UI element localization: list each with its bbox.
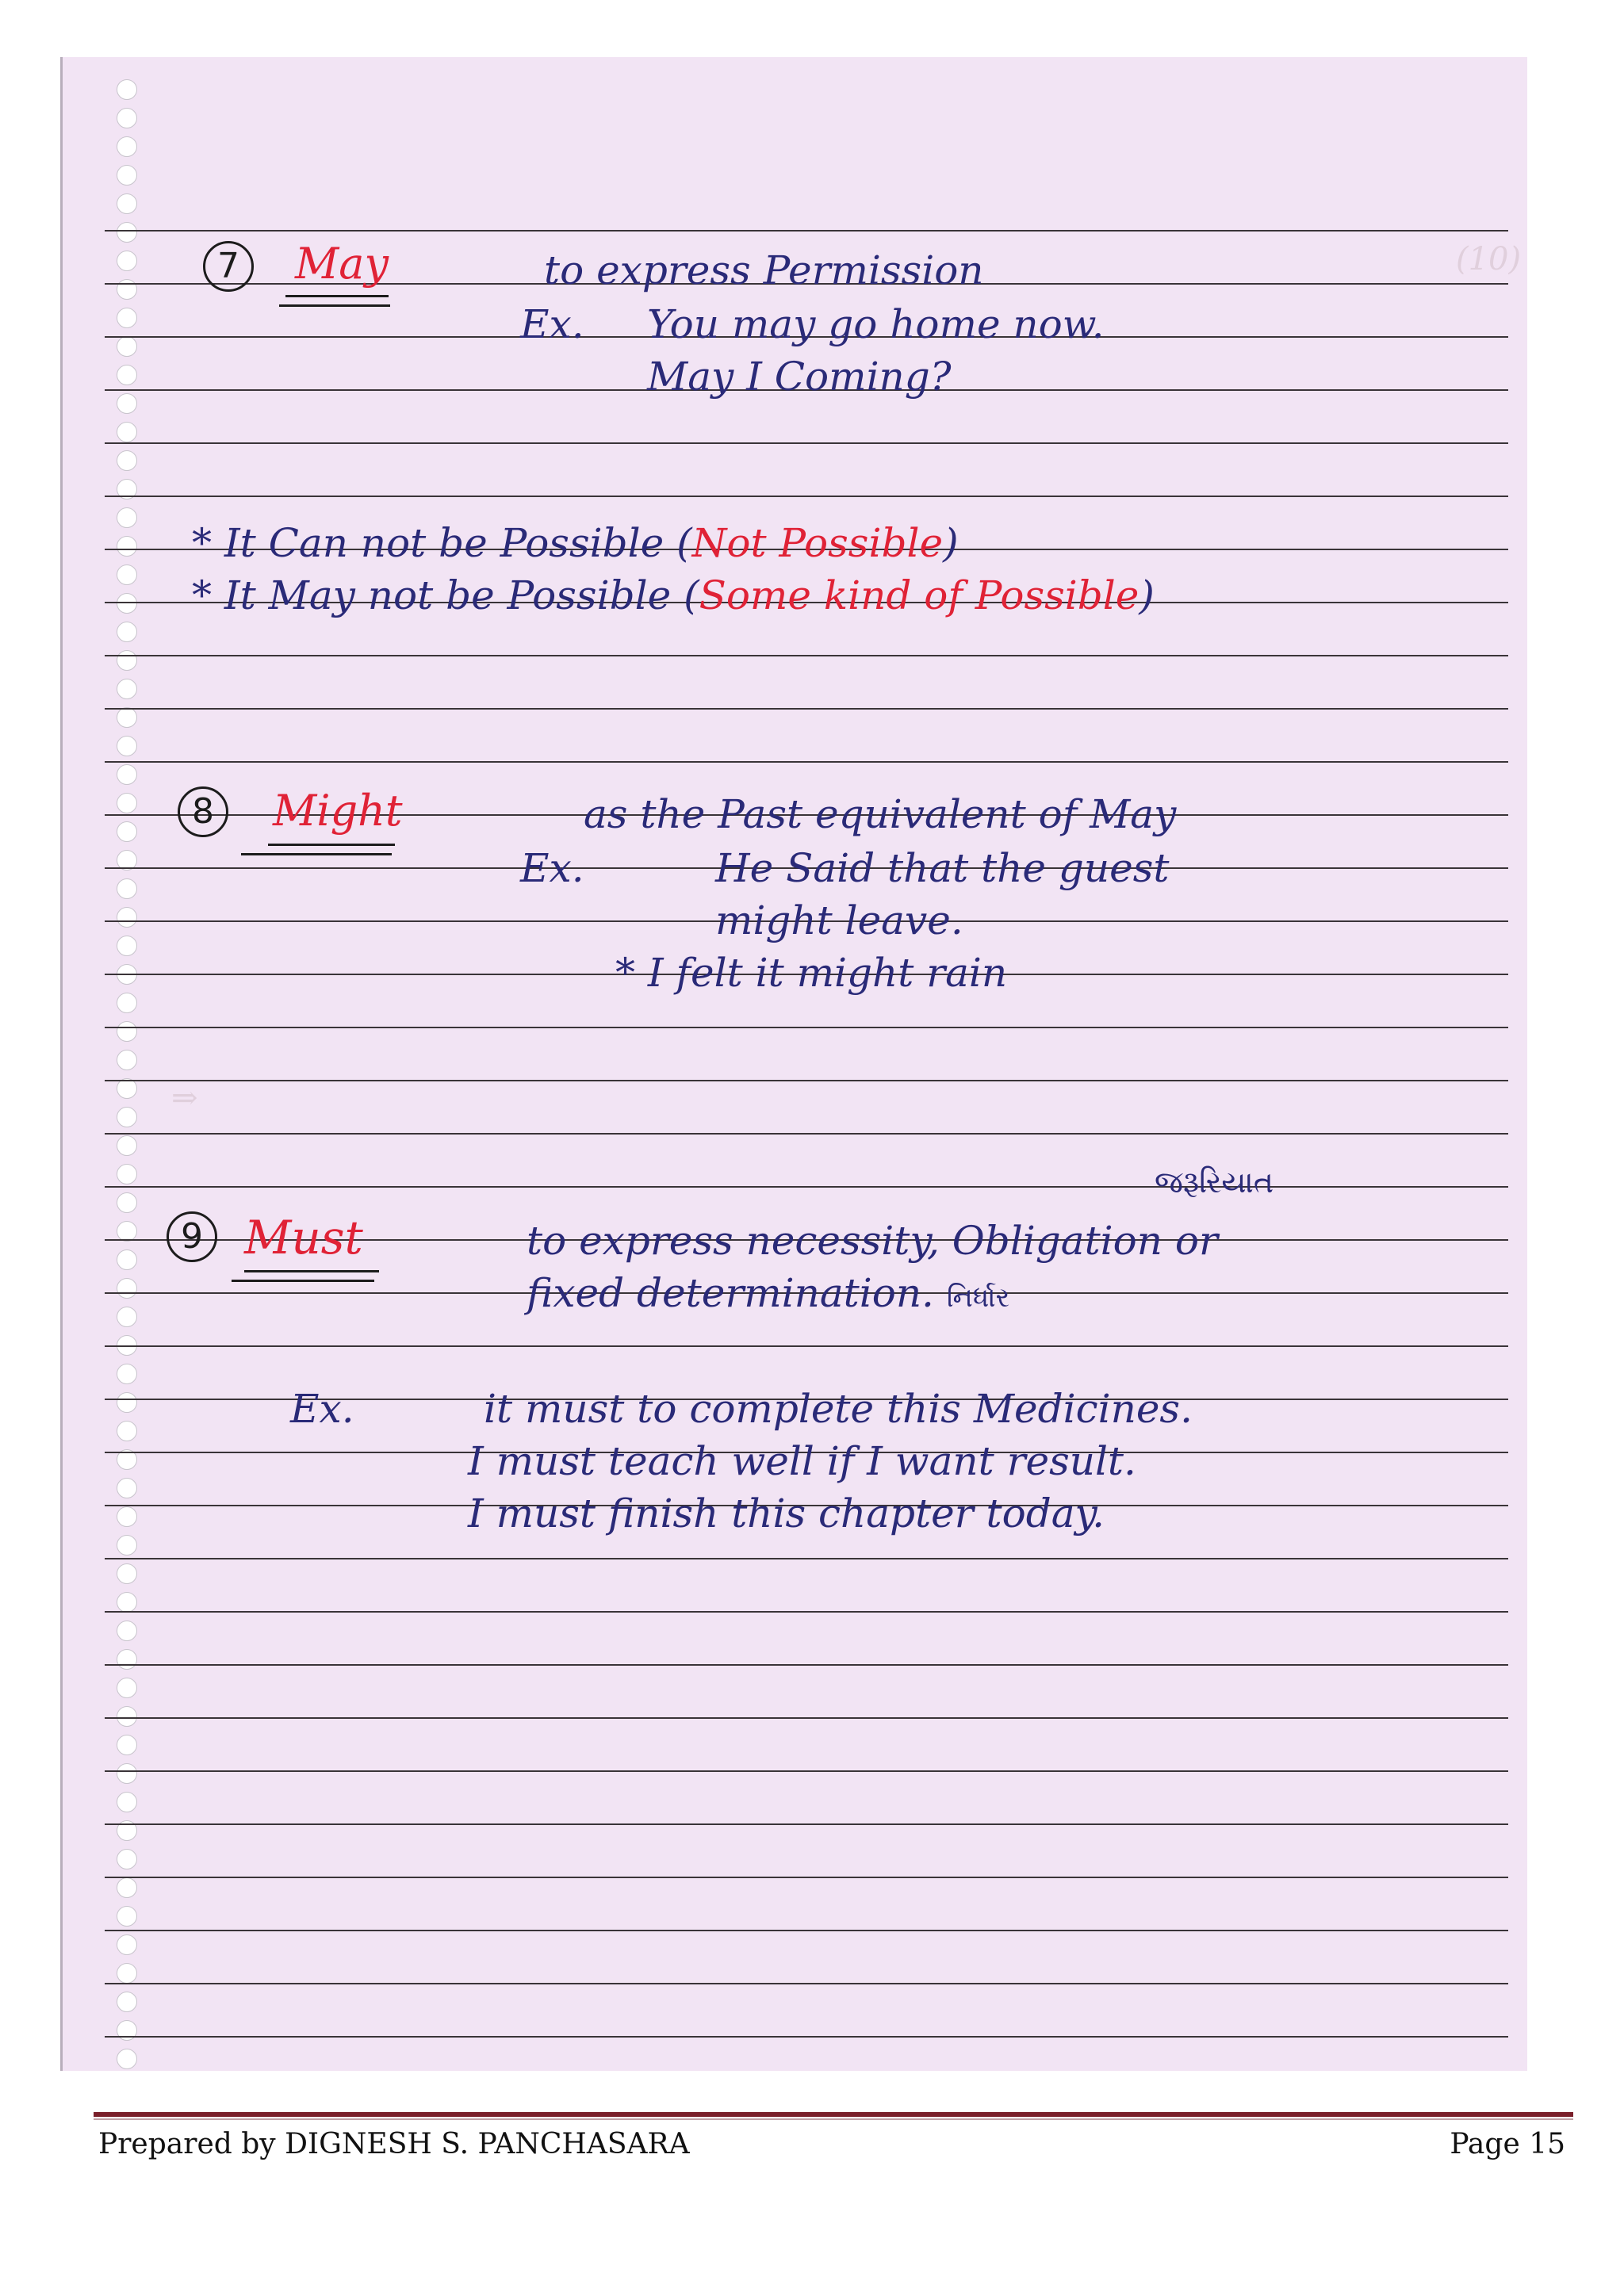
binder-hole <box>117 336 137 357</box>
binder-hole <box>117 365 137 385</box>
heading-underline <box>232 1280 374 1282</box>
ruled-line <box>105 1611 1508 1613</box>
gujarati-note: નિર્ધાર <box>946 1282 1010 1314</box>
ruled-line <box>105 496 1508 497</box>
binder-hole <box>117 79 137 100</box>
section-heading: Must <box>244 1211 363 1265</box>
binder-hole <box>117 1735 137 1755</box>
binder-hole <box>117 2020 137 2041</box>
ruled-line <box>105 761 1508 763</box>
note-line <box>192 572 1155 618</box>
example-line: He Said that the guest <box>715 845 1170 891</box>
ruled-line <box>105 1080 1508 1081</box>
note-text: * It Can not be Possible ( <box>192 520 692 566</box>
binder-hole <box>117 936 137 956</box>
binder-hole <box>117 564 137 585</box>
footer-author: Prepared by DIGNESH S. PANCHASARA <box>98 2128 690 2160</box>
ruled-line <box>105 442 1508 444</box>
binder-holes <box>60 57 155 2071</box>
binder-hole <box>117 136 137 157</box>
binder-hole <box>117 1992 137 2012</box>
heading-underline <box>244 1270 379 1272</box>
ruled-line <box>105 1930 1508 1931</box>
binder-hole <box>117 1963 137 1984</box>
binder-hole <box>117 1877 137 1898</box>
ruled-line <box>105 2036 1508 2038</box>
note-highlight: Some kind of Possible <box>699 572 1139 618</box>
binder-hole <box>117 1649 137 1670</box>
note-text: ) <box>943 520 959 566</box>
notebook-page <box>60 57 1527 2071</box>
ruled-line <box>105 230 1508 232</box>
definition-line: as the Past equivalent of May <box>584 791 1177 837</box>
binder-hole <box>117 907 137 928</box>
binder-hole <box>117 821 137 842</box>
ruled-line <box>105 1186 1508 1188</box>
binder-hole <box>117 422 137 442</box>
ruled-line <box>105 1717 1508 1719</box>
binder-hole <box>117 1107 137 1127</box>
note-line <box>192 520 959 566</box>
binder-hole <box>117 1592 137 1613</box>
ruled-line <box>105 1664 1508 1666</box>
binder-hole <box>117 1792 137 1812</box>
example-line: it must to complete this Medicines. <box>484 1386 1193 1432</box>
binder-hole <box>117 1706 137 1727</box>
binder-hole <box>117 279 137 300</box>
binder-hole <box>117 1164 137 1184</box>
ruled-line <box>105 1558 1508 1559</box>
section-number: 8 <box>178 786 228 837</box>
binder-hole <box>117 1392 137 1413</box>
binder-hole <box>117 1934 137 1955</box>
heading-underline <box>279 304 390 307</box>
binder-hole <box>117 1135 137 1156</box>
binder-hole <box>117 1278 137 1299</box>
binder-hole <box>117 393 137 414</box>
example-line: I must finish this chapter today. <box>468 1490 1105 1536</box>
heading-underline <box>241 853 392 855</box>
binder-hole <box>117 193 137 214</box>
binder-hole <box>117 707 137 728</box>
heading-underline <box>268 844 395 846</box>
ruled-line <box>105 1877 1508 1878</box>
binder-hole <box>117 222 137 243</box>
binder-hole <box>117 536 137 557</box>
binder-hole <box>117 622 137 642</box>
binder-hole <box>117 650 137 671</box>
binder-hole <box>117 764 137 785</box>
binder-hole <box>117 1906 137 1927</box>
definition-text: fixed determination. <box>527 1270 934 1316</box>
binder-hole <box>117 1535 137 1556</box>
binder-hole <box>117 1563 137 1584</box>
binder-hole <box>117 1307 137 1327</box>
example-label: Ex. <box>520 301 584 347</box>
binder-hole <box>117 1192 137 1213</box>
ruled-line <box>105 1133 1508 1135</box>
binder-hole <box>117 1050 137 1070</box>
binder-hole <box>117 251 137 271</box>
binder-hole <box>117 2049 137 2069</box>
note-highlight: Not Possible <box>691 520 944 566</box>
binder-hole <box>117 1478 137 1498</box>
footer-rule-thin <box>94 2118 1573 2120</box>
bleed-through: (10) <box>1456 241 1522 277</box>
bleed-through: ⇒ <box>171 1080 198 1116</box>
example-line: You may go home now. <box>647 301 1105 347</box>
example-line: May I Coming? <box>647 354 952 400</box>
example-line: might leave. <box>715 897 963 943</box>
binder-hole <box>117 679 137 699</box>
note-line: * I felt it might rain <box>615 950 1008 996</box>
section-heading: May <box>295 239 389 289</box>
binder-hole <box>117 1249 137 1270</box>
note-text: * It May not be Possible ( <box>192 572 699 618</box>
footer-rule <box>94 2112 1573 2117</box>
heading-underline <box>285 295 389 297</box>
binder-hole <box>117 308 137 328</box>
example-label: Ex. <box>520 845 584 891</box>
binder-hole <box>117 1763 137 1784</box>
gujarati-note: જરૂરિયાત <box>1155 1165 1274 1200</box>
binder-hole <box>117 165 137 186</box>
binder-hole <box>117 450 137 471</box>
ruled-line <box>105 1770 1508 1772</box>
binder-hole <box>117 1506 137 1527</box>
binder-hole <box>117 878 137 899</box>
example-label: Ex. <box>290 1386 354 1432</box>
ruled-line <box>105 1027 1508 1028</box>
footer-page-number: Page 15 <box>1450 2128 1565 2160</box>
definition-line <box>527 1270 1010 1316</box>
binder-hole <box>117 1678 137 1698</box>
binder-hole <box>117 793 137 813</box>
ruled-line <box>105 1983 1508 1984</box>
definition-line: to express Permission <box>544 247 984 293</box>
binder-hole <box>117 1364 137 1384</box>
ruled-line <box>105 708 1508 710</box>
section-number: 9 <box>167 1211 217 1262</box>
binder-hole <box>117 1421 137 1441</box>
binder-hole <box>117 736 137 756</box>
note-text: ) <box>1139 572 1155 618</box>
binder-hole <box>117 993 137 1013</box>
example-line: I must teach well if I want result. <box>468 1438 1136 1484</box>
binder-hole <box>117 108 137 128</box>
section-number: 7 <box>203 241 254 292</box>
binder-hole <box>117 507 137 528</box>
section-heading: Might <box>273 786 403 836</box>
ruled-line <box>105 1345 1508 1347</box>
ruled-line <box>105 655 1508 656</box>
binder-hole <box>117 1621 137 1641</box>
binder-hole <box>117 593 137 614</box>
binder-hole <box>117 1849 137 1869</box>
definition-line: to express necessity, Obligation or <box>527 1218 1218 1264</box>
ruled-line <box>105 1823 1508 1825</box>
binder-hole <box>117 1021 137 1042</box>
